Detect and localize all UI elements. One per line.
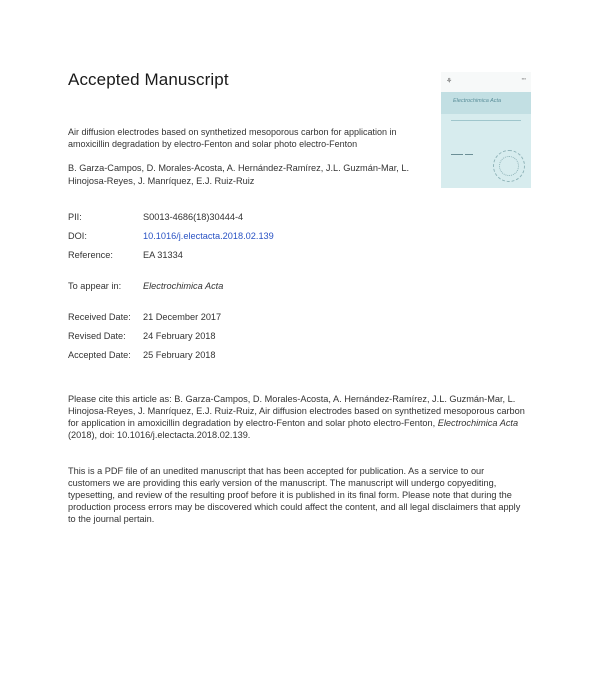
cover-mark [465, 154, 473, 155]
pii-value: S0013-4686(18)30444-4 [143, 212, 244, 222]
cover-mark [451, 154, 463, 155]
journal-cover-image [441, 72, 531, 188]
accepted-date-value: 25 February 2018 [143, 350, 216, 360]
received-date-label: Received Date: [68, 312, 131, 322]
citation-text: Please cite this article as: B. Garza-Campos, D. Morales-Acosta, A. Hernández-Ramírez, J.L. Guzmán-Mar, L. Hinojosa-Reyes, J. Manríquez, E.J. Ruiz-Ruiz, Air diffusion electrodes based on synthetized mesoporous carbon for application in amoxicillin degradation by electro-Fenton and solar photo electro-Fenton, [68, 394, 525, 428]
author-list: B. Garza-Campos, D. Morales-Acosta, A. Hernández-Ramírez, J.L. Guzmán-Mar, L. Hinojosa-Reyes, J. Manríquez, E.J. Ruiz-Ruiz [68, 163, 410, 186]
accepted-date-label: Accepted Date: [68, 350, 131, 360]
cover-rule [451, 120, 521, 121]
revised-date-value: 24 February 2018 [143, 331, 216, 341]
reference-value: EA 31334 [143, 250, 183, 260]
citation-journal: Electrochimica Acta [437, 418, 519, 428]
received-date-value: 21 December 2017 [143, 312, 222, 322]
appear-in-label: To appear in: [68, 281, 122, 291]
cover-journal-name: Electrochimica Acta [453, 98, 502, 104]
reference-label: Reference: [68, 250, 113, 260]
manuscript-notice: This is a PDF file of an unedited manuscript that has been accepted for publication. As a service to our customers we are providing this early version of the manuscript. The manuscript will undergo copyediting, typesetting, and review of the resulting proof before it is published in its final form. Please note that during the production process errors may be discovered which could affect the content, and all legal disclaimers that apply to the journal pertain. [68, 466, 521, 524]
cover-graphic-inner [499, 156, 519, 176]
article-title: Air diffusion electrodes based on synthetized mesoporous carbon for application in amoxicillin degradation by electro-Fenton and solar photo electro-Fenton [68, 127, 397, 149]
cover-issn-mark: ▪▪▪ [521, 76, 526, 81]
cover-header [441, 72, 531, 92]
publisher-logo-icon: ⚘ [446, 78, 453, 85]
doi-label: DOI: [68, 231, 87, 241]
appear-in-journal: Electrochimica Acta [143, 281, 224, 291]
citation-paragraph [68, 393, 526, 441]
citation-doi-text: (2018), doi: 10.1016/j.electacta.2018.02.139. [68, 430, 251, 440]
pii-label: PII: [68, 212, 82, 222]
revised-date-label: Revised Date: [68, 331, 126, 341]
doi-link[interactable]: 10.1016/j.electacta.2018.02.139 [143, 231, 274, 241]
page-heading: Accepted Manuscript [68, 70, 229, 89]
